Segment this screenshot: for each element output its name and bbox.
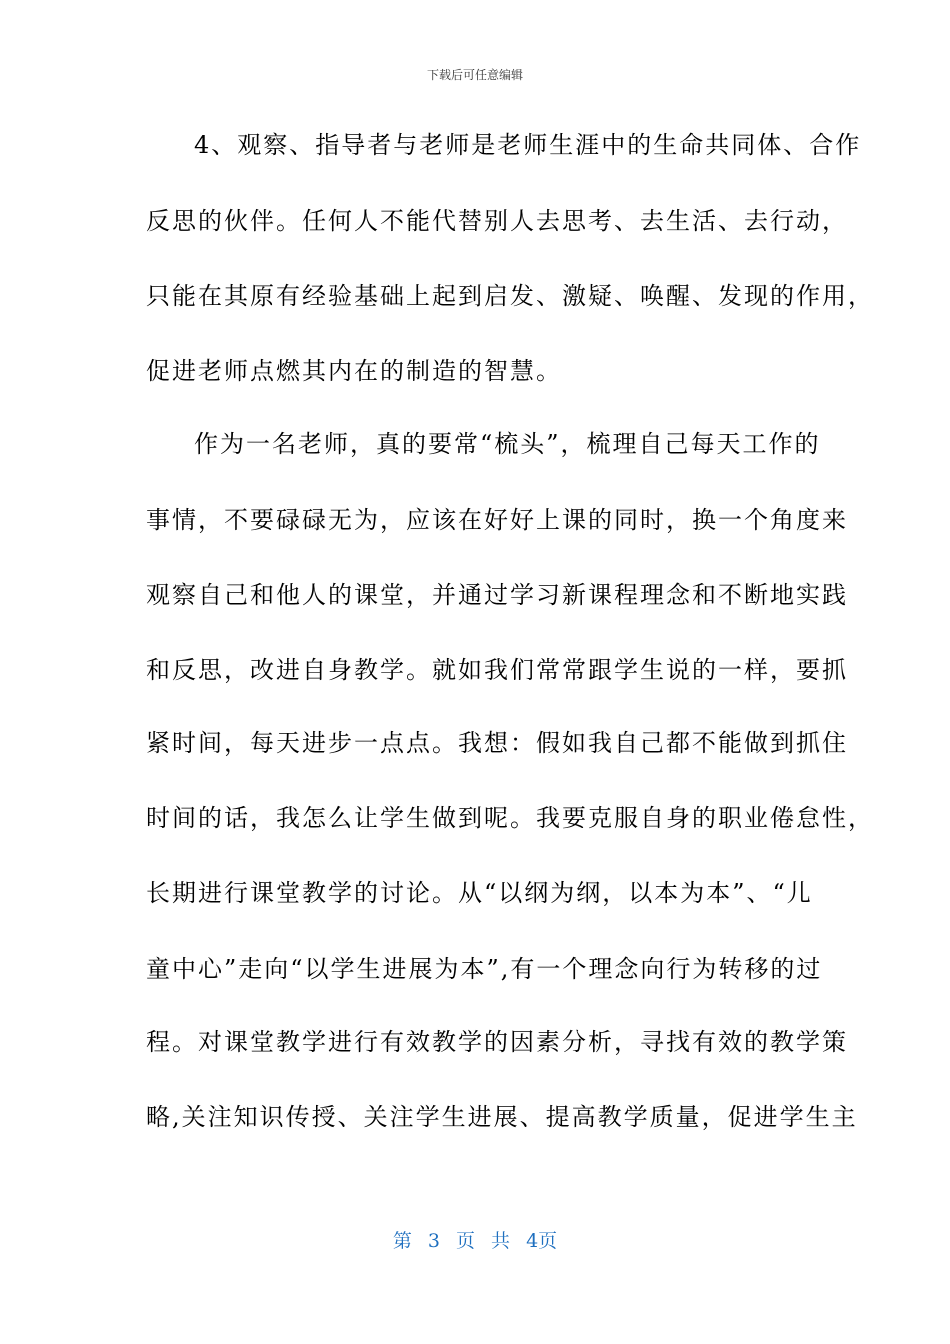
text-line: 作为一名老师，真的要常“梳头”，梳理自己每天工作的 bbox=[194, 430, 821, 458]
text-line: 程。对课堂教学进行有效教学的因素分析，寻找有效的教学策 bbox=[146, 1028, 848, 1056]
text-line: 和反思，改进自身教学。就如我们常常跟学生说的一样，要抓 bbox=[146, 656, 848, 684]
text-line: 童中心”走向“以学生进展为本”,有一个理念向行为转移的过 bbox=[146, 955, 823, 983]
text-line: 事情，不要碌碌无为，应该在好好上课的同时，换一个角度来 bbox=[146, 506, 848, 534]
page-number-footer: 第 3 页 共 4页 bbox=[392, 1230, 558, 1252]
text-line: 反思的伙伴。任何人不能代替别人去思考、去生活、去行动， bbox=[146, 207, 848, 235]
text-line: 4、观察、指导者与老师是老师生涯中的生命共同体、合作 bbox=[194, 131, 862, 159]
text-line: 促进老师点燃其内在的制造的智慧。 bbox=[146, 357, 562, 385]
text-line: 只能在其原有经验基础上起到启发、激疑、唤醒、发现的作用， bbox=[146, 282, 874, 310]
text-line: 略,关注知识传授、关注学生进展、提高教学质量，促进学生主 bbox=[146, 1103, 858, 1131]
page-header: 下载后可任意编辑 bbox=[426, 68, 523, 82]
text-line: 观察自己和他人的课堂，并通过学习新课程理念和不断地实践 bbox=[146, 581, 848, 609]
text-line: 时间的话，我怎么让学生做到呢。我要克服自身的职业倦怠性， bbox=[146, 804, 874, 832]
text-line: 长期进行课堂教学的讨论。从“以纲为纲，以本为本”、“儿 bbox=[146, 879, 813, 907]
text-line: 紧时间，每天进步一点点。我想：假如我自己都不能做到抓住 bbox=[146, 729, 848, 757]
